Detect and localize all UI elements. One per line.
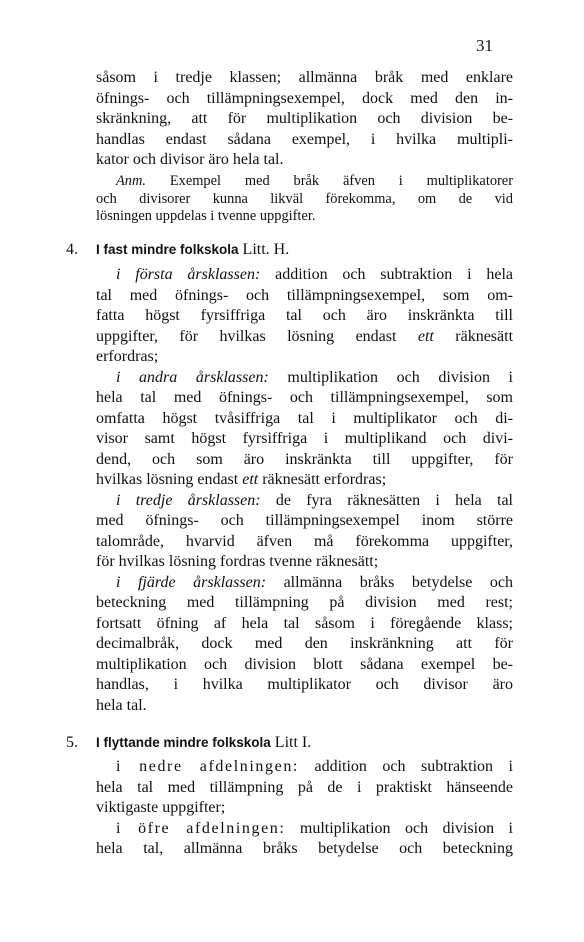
text-line: hvilkas lösning endast ett räknesätt erfordras; xyxy=(96,471,387,488)
class-label: i andra årsklassen: xyxy=(116,368,269,386)
text-line: öfnings- och tillämpningsexempel, dock med den in- xyxy=(96,89,513,107)
text-line: skränkning, att för multiplikation och division be- xyxy=(96,110,513,127)
text-line: hela tal, allmänna bråks betydelse och beteckning xyxy=(96,840,513,857)
text-line: kator och divisor äro hela tal. xyxy=(96,151,284,168)
note-first-line xyxy=(96,173,513,191)
section-4-body xyxy=(96,265,513,716)
text-line: viktigaste uppgifter; xyxy=(96,799,226,816)
text-line: dend, och som äro inskränkta till uppgifter, för xyxy=(96,450,513,468)
text-line: såsom i tredje klassen; allmänna bråk med enklare xyxy=(96,69,513,86)
paragraph-first-line: i första årsklassen: addition och subtraktion i hela xyxy=(116,266,514,283)
text-line: fatta högst fyrsiffriga tal och äro inskränkta till xyxy=(96,307,513,324)
class-label: i tredje årsklassen: xyxy=(116,491,261,509)
text-line: talområde, hvarvid äfven må förekomma uppgifter, xyxy=(96,532,513,550)
emphasis: ett xyxy=(242,471,259,488)
text-line: decimalbråk, dock med den inskränkning att för xyxy=(96,635,513,652)
note-label: Anm. xyxy=(116,173,146,189)
text-line: omfatta högst tvåsiffriga tal i multiplikator och di- xyxy=(96,409,513,427)
paragraph-first-line: i andra årsklassen: multiplikation och division i xyxy=(116,368,513,386)
section-number: 4. xyxy=(66,241,78,258)
text-line: tal med öfnings- och tillämpningsexempel, som om- xyxy=(96,286,513,304)
division-label: i öfre afdelningen: xyxy=(116,819,286,837)
class-label: i fjärde årsklassen: xyxy=(116,573,267,591)
text-line: med öfnings- och tillämpningsexempel inom större xyxy=(96,512,513,529)
text-line: för hvilkas lösning fordras tvenne räknesätt; xyxy=(96,553,379,570)
emphasis: ett xyxy=(417,327,434,345)
text-line: handlas, i hvilka multiplikator och divisor äro xyxy=(96,676,513,693)
note-text: Exempel med bråk äfven i multiplikatorer xyxy=(169,173,513,189)
paragraph-first-line: i fjärde årsklassen: allmänna bråks betydelse och xyxy=(116,573,513,591)
class-label: i första årsklassen: xyxy=(116,266,261,283)
text-line: hela tal med tillämpning på de i praktiskt hänseende xyxy=(96,778,513,796)
text-line: hela tal med öfnings- och tillämpningsexempel, som xyxy=(96,389,513,406)
text-line: multiplikation och division blott sådana exempel be- xyxy=(96,655,513,673)
section-heading-rest: Litt. H. xyxy=(238,241,290,258)
section-heading-bold: I flyttande mindre folkskola xyxy=(96,735,271,750)
section-heading xyxy=(96,733,311,753)
text-line: uppgifter, för hvilkas lösning endast ett räknesätt xyxy=(96,327,514,345)
continuation-paragraph xyxy=(96,68,513,171)
section-5-body xyxy=(96,757,513,860)
text-line: fortsatt öfning af hela tal såsom i föregående klass; xyxy=(96,614,513,632)
text-line: hela tal. xyxy=(96,696,147,714)
paragraph-first-line: i tredje årsklassen: de fyra räknesätten i hela tal xyxy=(116,491,513,509)
page-number: 31 xyxy=(476,36,493,55)
text-line: erfordras; xyxy=(96,348,159,365)
text-line: visor samt högst fyrsiffriga i multiplikand och divi- xyxy=(96,430,513,447)
section-heading-bold: I fast mindre folkskola xyxy=(96,242,239,257)
paragraph-first-line: i nedre afdelningen: addition och subtraktion i xyxy=(116,758,513,775)
note-paragraph xyxy=(96,173,513,226)
paragraph-first-line: i öfre afdelningen: multiplikation och division i xyxy=(116,819,513,837)
text-line: beteckning med tillämpning på division med rest; xyxy=(96,594,513,611)
note-line: lösningen uppdelas i tvenne uppgifter. xyxy=(96,208,316,224)
section-number: 5. xyxy=(66,734,78,751)
note-line: och divisorer kunna likväl förekomma, om de vid xyxy=(96,190,513,207)
text-line: handlas endast sådana exempel, i hvilka multipli- xyxy=(96,130,513,148)
section-heading-rest: Litt I. xyxy=(270,734,312,751)
section-heading xyxy=(96,240,289,260)
division-label: i nedre afdelningen: xyxy=(116,758,299,775)
